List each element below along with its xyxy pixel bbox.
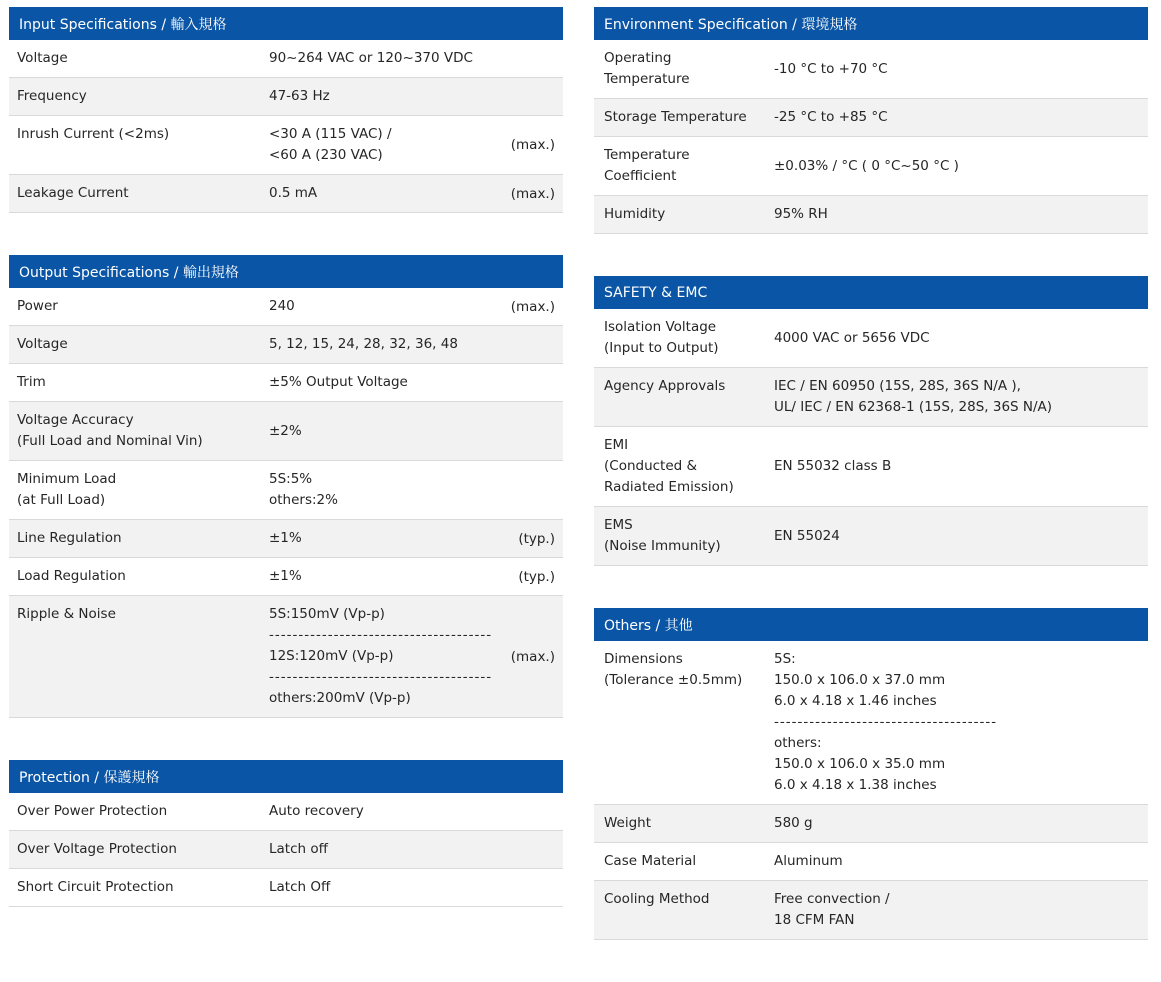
row-note: (max.) [510,648,555,665]
row-label-line: Minimum Load [17,471,117,487]
row-value [269,469,563,511]
row-label-line: Weight [604,815,652,831]
row-value-line: Latch Off [269,879,331,895]
table-row [9,364,563,402]
row-value-line: others:200mV (Vp-p) [269,690,411,706]
row-value [774,59,1148,80]
column-left [9,7,563,982]
row-value-line: ±1% [269,568,302,584]
row-label-line: Power [17,298,58,314]
row-value-line: 12S:120mV (Vp-p) [269,648,394,664]
row-label-line: (Full Load and Nominal Vin) [17,433,203,449]
row-value [774,889,1148,931]
row-value-line: 240 [269,298,295,314]
row-value-line: Aluminum [774,853,843,869]
table-row [594,427,1148,507]
row-value [774,204,1148,225]
table-row [9,40,563,78]
row-value-line: ±5% Output Voltage [269,374,408,390]
row-label [9,566,269,587]
row-label [594,204,774,225]
table-row [9,793,563,831]
row-label-line: Cooling Method [604,891,710,907]
row-label-line: (at Full Load) [17,492,106,508]
row-value [774,328,1148,349]
row-label-line: Short Circuit Protection [17,879,174,895]
row-label-line: Temperature [604,147,690,163]
table-row [9,869,563,907]
row-value-line: -25 °C to +85 °C [774,109,888,125]
row-label [9,604,269,625]
row-value-line: 580 g [774,815,813,831]
table-row [9,116,563,175]
row-value [269,528,503,549]
row-value-line: Auto recovery [269,803,364,819]
table-row [594,507,1148,566]
table-row [9,326,563,364]
table-row [9,402,563,461]
row-label [9,124,269,145]
row-label-line: Over Voltage Protection [17,841,177,857]
row-label-line: Isolation Voltage [604,319,717,335]
row-value-line: <60 A (230 VAC) [269,147,383,163]
row-value-line: 18 CFM FAN [774,912,855,928]
row-label-line: Voltage [17,50,68,66]
column-right [594,7,1148,982]
table-row [594,805,1148,843]
row-label [594,649,774,691]
row-label [594,515,774,557]
row-note: (max.) [510,137,555,153]
section-output-specifications [9,255,563,718]
row-value-line: 0.5 mA [269,185,318,201]
row-value-line: 5S:150mV (Vp-p) [269,606,385,622]
row-value-line: EN 55024 [774,527,840,544]
row-value [269,124,503,166]
row-label-line: Frequency [17,88,87,104]
table-row [9,78,563,116]
row-label-line: (Tolerance ±0.5mm) [604,672,743,688]
row-value-line: -10 °C to +70 °C [774,60,888,77]
row-value [774,156,1148,177]
row-value [269,296,503,317]
row-label [594,317,774,359]
table-row [594,641,1148,805]
row-label [594,48,774,90]
row-value [774,107,1148,128]
row-label-line: Storage Temperature [604,109,747,125]
row-value-line: 95% RH [774,206,828,222]
row-label-line: (Conducted & [604,458,698,474]
row-label-line: Over Power Protection [17,803,168,819]
row-label-line: Agency Approvals [604,378,726,394]
row-note: (max.) [510,298,555,315]
row-label-line: Load Regulation [17,568,126,584]
row-value-line: 5S:5% [269,471,313,487]
row-label [9,877,269,898]
row-label [9,839,269,860]
row-value [269,86,563,107]
row-label [9,801,269,822]
row-value [774,851,1148,872]
row-value-line: 6.0 x 4.18 x 1.46 inches [774,693,937,709]
row-value-line: ±0.03% / °C ( 0 °C~50 °C ) [774,157,959,174]
row-label [9,296,269,317]
section-others [594,608,1148,940]
row-value [269,372,563,393]
row-value-line: 90~264 VAC or 120~370 VDC [269,50,473,66]
section-title-protection: Protection / 保護規格 [9,760,563,793]
row-value-line: ±1% [269,530,302,546]
row-value [269,566,503,587]
row-label [594,145,774,187]
row-value-line: others:2% [269,492,338,508]
row-label-line: Case Material [604,853,697,869]
row-value-line: IEC / EN 60950 (15S, 28S, 36S N/A ), [774,378,1021,394]
row-value [269,183,503,204]
row-value-line: 5, 12, 15, 24, 28, 32, 36, 48 [269,336,458,352]
row-label-line: Leakage Current [17,185,129,201]
section-title-input-specifications: Input Specifications / 輸入規格 [9,7,563,40]
row-label-line: Inrush Current (<2ms) [17,126,170,142]
table-row [594,368,1148,427]
row-label-line: Temperature [604,71,690,87]
row-value-line: 6.0 x 4.18 x 1.38 inches [774,777,937,793]
row-value-line: <30 A (115 VAC) / [269,126,392,142]
row-value [774,376,1148,418]
row-label [9,372,269,393]
row-label-line: Voltage Accuracy [17,412,134,428]
row-value [269,48,563,69]
row-value [269,877,563,898]
row-label [9,48,269,69]
row-value-line: UL/ IEC / EN 62368-1 (15S, 28S, 36S N/A) [774,399,1053,415]
table-row [594,99,1148,137]
row-value-line: 5S: [774,651,796,667]
table-row [9,175,563,213]
dashed-separator: -------------------------------------- [774,714,998,730]
section-environment-specification [594,7,1148,234]
row-value-line: Free convection / [774,891,890,907]
row-label [9,528,269,549]
row-label-line: (Noise Immunity) [604,538,721,554]
row-label-line: Dimensions [604,651,683,667]
row-value [269,421,563,442]
row-label-line: Operating [604,50,672,66]
row-label [9,86,269,107]
row-value-line: ±2% [269,422,302,439]
section-title-others: Others / 其他 [594,608,1148,641]
table-row [594,309,1148,368]
row-label [594,107,774,128]
row-value [269,334,563,355]
section-safety-emc [594,276,1148,566]
table-row [594,196,1148,234]
section-title-environment-specification: Environment Specification / 環境規格 [594,7,1148,40]
row-label [594,435,774,498]
row-value-line: EN 55032 class B [774,458,892,474]
row-label-line: Humidity [604,206,666,222]
row-label-line: EMI [604,437,629,453]
row-note: (typ.) [518,530,555,547]
table-row [9,461,563,520]
row-label [9,183,269,204]
table-row [9,831,563,869]
table-row [594,40,1148,99]
table-row [9,288,563,326]
row-value-line: 150.0 x 106.0 x 35.0 mm [774,756,946,772]
row-value [774,813,1148,834]
table-row [9,596,563,718]
row-value-line: 47-63 Hz [269,88,330,104]
row-label-line: Voltage [17,336,68,352]
row-label [594,851,774,872]
section-input-specifications [9,7,563,213]
row-value-line: 150.0 x 106.0 x 37.0 mm [774,672,946,688]
row-label-line: Coefficient [604,168,677,184]
table-row [594,881,1148,940]
row-label-line: Line Regulation [17,530,122,546]
section-title-safety-emc: SAFETY & EMC [594,276,1148,309]
row-value [774,649,1148,796]
row-note: (typ.) [518,568,555,585]
row-label-line: Trim [17,374,46,390]
row-value [269,801,563,822]
table-row [9,520,563,558]
row-note: (max.) [510,185,555,202]
row-label [594,889,774,910]
row-label-line: (Input to Output) [604,340,719,356]
dashed-separator: -------------------------------------- [269,669,493,685]
table-row [9,558,563,596]
row-value [269,839,563,860]
row-value [269,604,503,709]
row-label [594,376,774,397]
section-title-output-specifications: Output Specifications / 輸出規格 [9,255,563,288]
row-value-line: others: [774,735,822,751]
row-label [9,334,269,355]
table-row [594,137,1148,196]
dashed-separator: -------------------------------------- [269,627,493,643]
table-row [594,843,1148,881]
row-value-line: Latch off [269,841,328,857]
section-protection [9,760,563,907]
row-label [594,813,774,834]
row-label [9,469,269,511]
row-label-line: Ripple & Noise [17,606,116,622]
row-label-line: EMS [604,517,633,533]
row-label-line: Radiated Emission) [604,479,734,495]
row-value [774,456,1148,477]
row-value-line: 4000 VAC or 5656 VDC [774,329,930,346]
row-value [774,526,1148,547]
row-label [9,410,269,452]
